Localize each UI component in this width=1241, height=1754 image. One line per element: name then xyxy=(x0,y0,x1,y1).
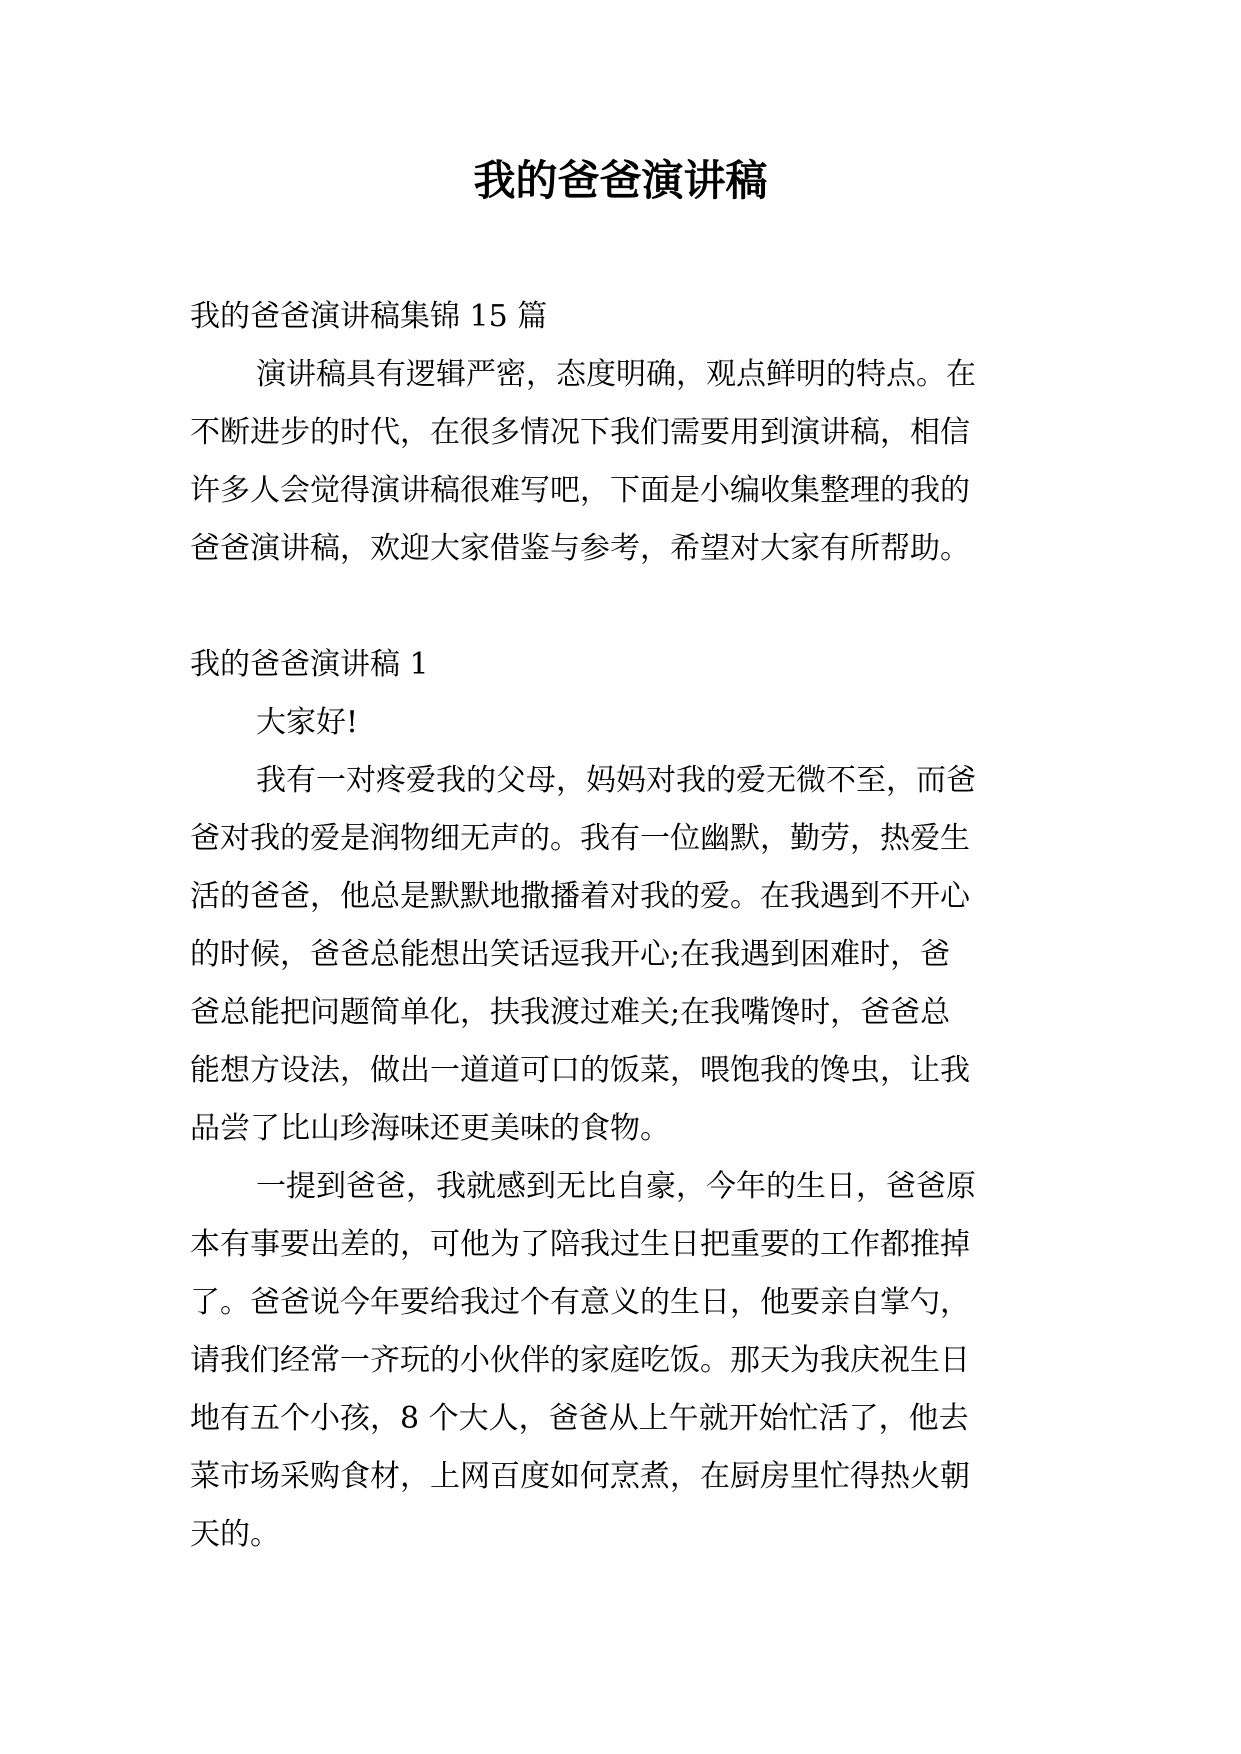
greeting: 大家好! xyxy=(256,705,359,740)
paragraph2-line-2: 本有事要出差的，可他为了陪我过生日把重要的工作都推掉 xyxy=(190,1227,970,1262)
paragraph2-line-3: 了。爸爸说今年要给我过个有意义的生日，他要亲自掌勺， xyxy=(190,1285,970,1320)
paragraph1-line-3: 活的爸爸，他总是默默地撒播着对我的爱。在我遇到不开心 xyxy=(190,879,970,914)
intro-line-4: 爸爸演讲稿，欢迎大家借鉴与参考，希望对大家有所帮助。 xyxy=(190,531,970,566)
intro-line-2: 不断进步的时代，在很多情况下我们需要用到演讲稿，相信 xyxy=(190,415,970,450)
intro-line-3: 许多人会觉得演讲稿很难写吧，下面是小编收集整理的我的 xyxy=(190,473,970,508)
paragraph2-line-1: 一提到爸爸，我就感到无比自豪，今年的生日，爸爸原 xyxy=(256,1169,976,1204)
document-title: 我的爸爸演讲稿 xyxy=(473,156,768,205)
paragraph1-line-4: 的时候，爸爸总能想出笑话逗我开心;在我遇到困难时，爸 xyxy=(190,937,951,972)
intro-line-1: 演讲稿具有逻辑严密，态度明确，观点鲜明的特点。在 xyxy=(256,357,976,392)
paragraph2-line-4: 请我们经常一齐玩的小伙伴的家庭吃饭。那天为我庆祝生日 xyxy=(190,1343,970,1378)
paragraph2-line-6: 菜市场采购食材，上网百度如何烹煮，在厨房里忙得热火朝 xyxy=(190,1459,970,1494)
paragraph1-line-1: 我有一对疼爱我的父母，妈妈对我的爱无微不至，而爸 xyxy=(256,763,976,798)
paragraph1-line-5: 爸总能把问题简单化，扶我渡过难关;在我嘴馋时，爸爸总 xyxy=(190,995,951,1030)
paragraph2-line-5: 地有五个小孩，8 个大人，爸爸从上午就开始忙活了，他去 xyxy=(190,1401,969,1436)
paragraph1-line-2: 爸对我的爱是润物细无声的。我有一位幽默，勤劳，热爱生 xyxy=(190,821,970,856)
section-heading: 我的爸爸演讲稿 1 xyxy=(190,647,429,682)
paragraph1-line-7: 品尝了比山珍海味还更美味的食物。 xyxy=(190,1111,670,1146)
paragraph2-line-7: 天的。 xyxy=(190,1517,280,1552)
document-subtitle: 我的爸爸演讲稿集锦 15 篇 xyxy=(190,299,548,334)
paragraph1-line-6: 能想方设法，做出一道道可口的饭菜，喂饱我的馋虫，让我 xyxy=(190,1053,970,1088)
